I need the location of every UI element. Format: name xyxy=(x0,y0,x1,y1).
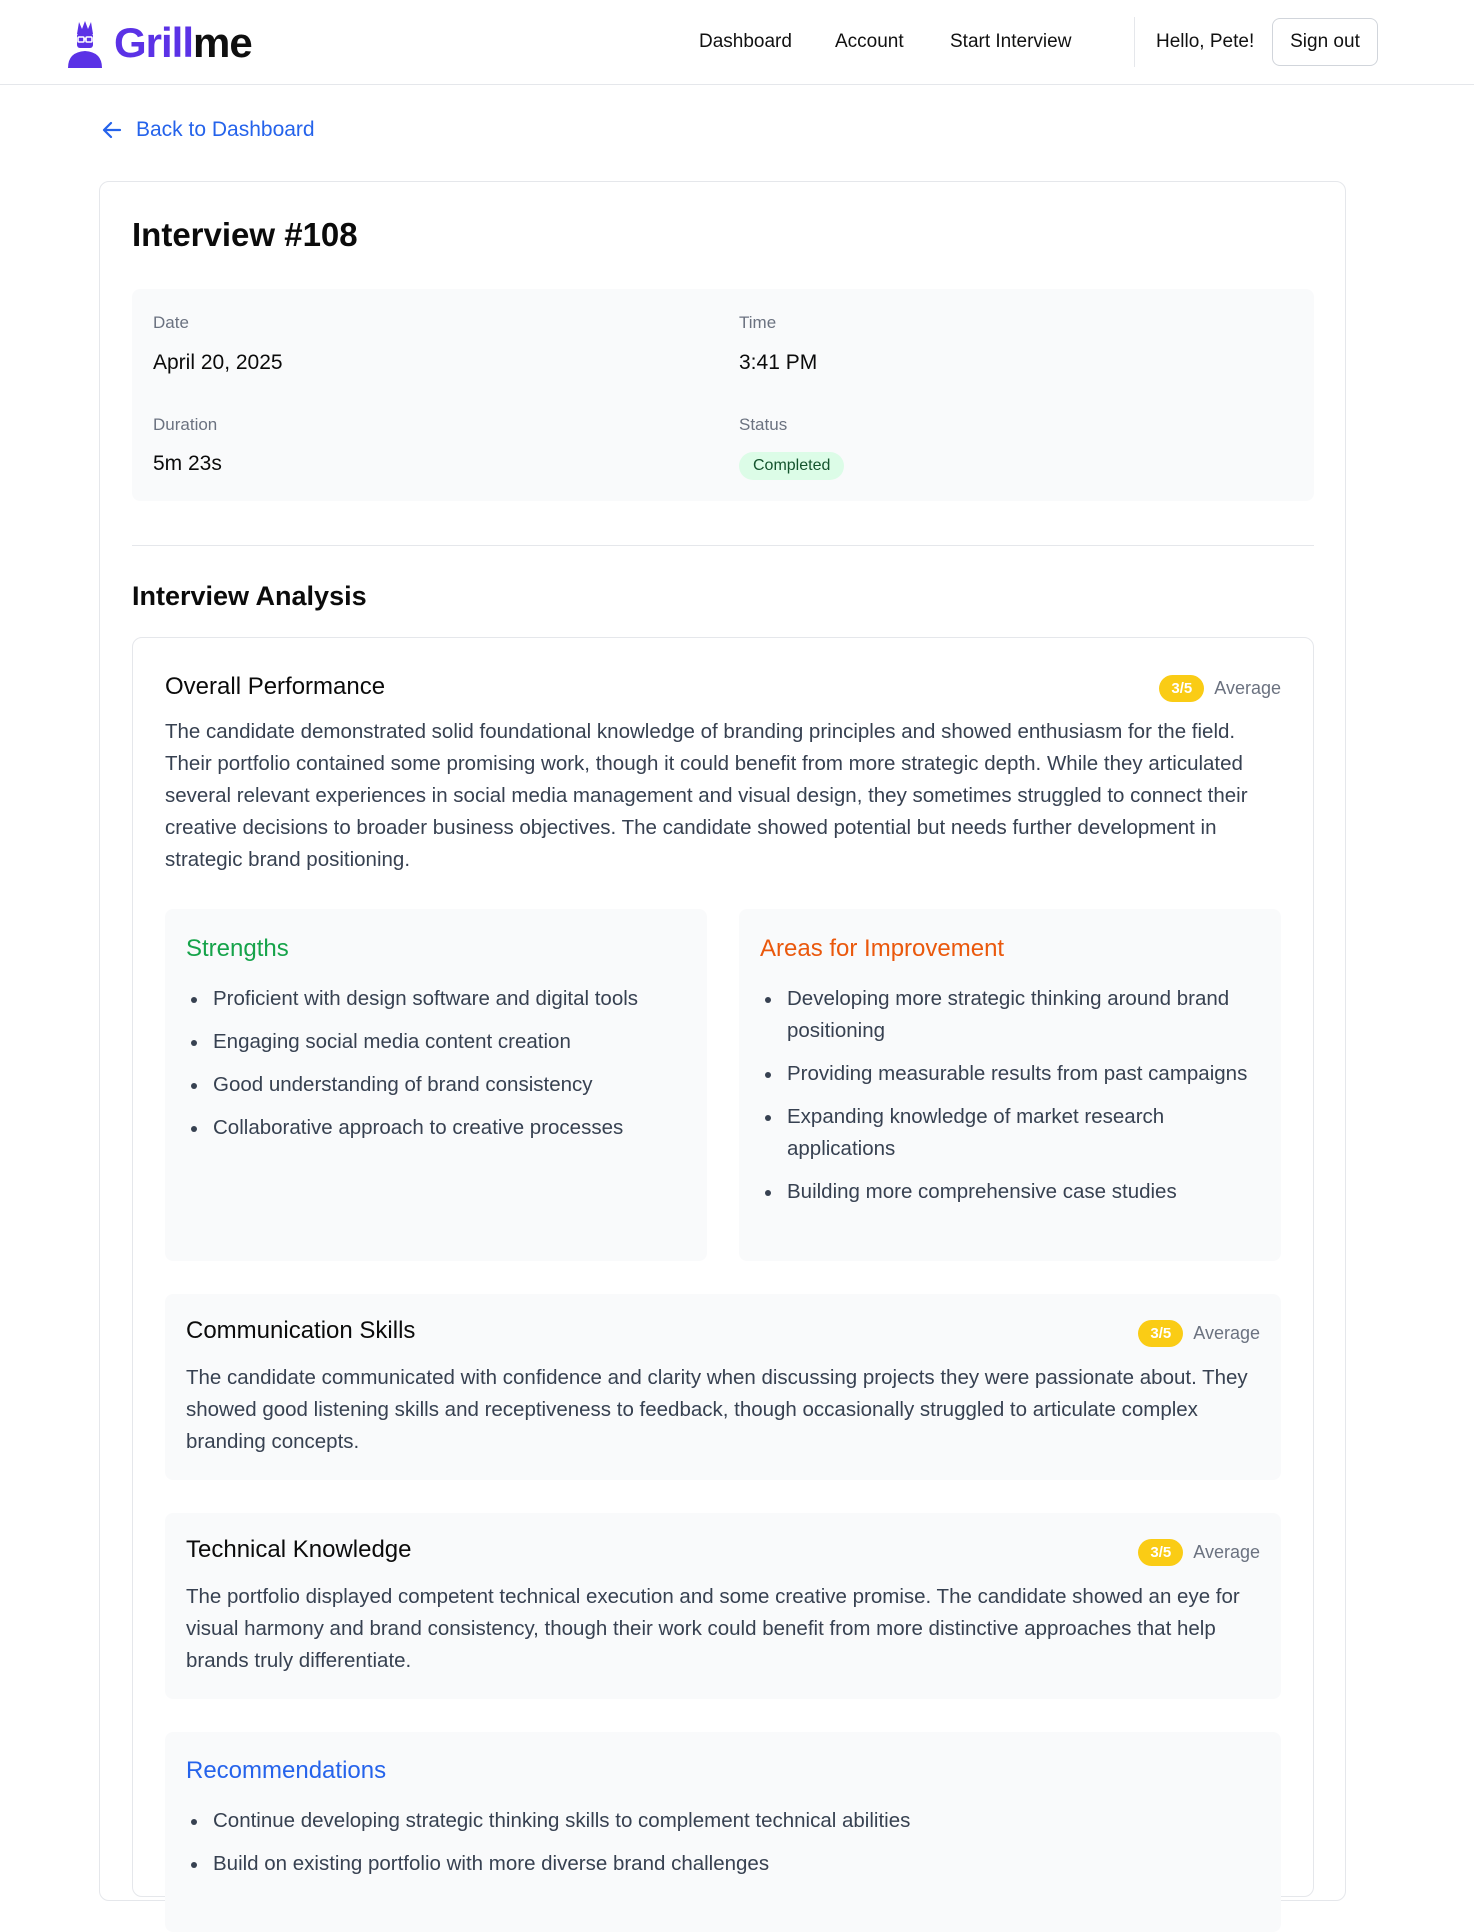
strengths-list xyxy=(186,983,696,1155)
brand-name: Grillme xyxy=(114,19,252,66)
user-greeting: Hello, Pete! xyxy=(1156,31,1255,52)
sign-out-button[interactable]: Sign out xyxy=(1272,18,1378,66)
back-link-label: Back to Dashboard xyxy=(136,118,315,141)
technical-panel xyxy=(165,1513,1281,1699)
grillme-mascot-icon xyxy=(66,18,104,68)
communication-score-pill: 3/5 xyxy=(1138,1320,1183,1347)
technical-score xyxy=(1138,1539,1260,1566)
technical-score-pill: 3/5 xyxy=(1138,1539,1183,1566)
list-item: Proficient with design software and digital tools xyxy=(186,983,696,1015)
overall-score-pill: 3/5 xyxy=(1159,675,1204,702)
technical-title: Technical Knowledge xyxy=(186,1536,412,1563)
duration-label: Duration xyxy=(153,415,218,434)
interview-info-panel xyxy=(132,289,1314,501)
improvement-title: Areas for Improvement xyxy=(760,935,1005,962)
improvement-list xyxy=(760,983,1250,1219)
date-label: Date xyxy=(153,313,189,332)
interview-title: Interview #108 xyxy=(132,216,358,253)
analysis-card xyxy=(132,637,1314,1897)
status-label: Status xyxy=(739,415,788,434)
communication-text: The candidate communicated with confidence and clarity when discussing projects they were passionate about. They showed good listening skills and receptiveness to feedback, though occasionally struggled to articulate complex branding concepts. xyxy=(186,1366,1248,1453)
list-item: Developing more strategic thinking around brand positioning xyxy=(760,983,1250,1047)
communication-score xyxy=(1138,1320,1260,1347)
nav-account-link[interactable]: Account xyxy=(835,31,904,52)
status-badge: Completed xyxy=(739,452,844,480)
list-item: Build on existing portfolio with more diverse brand challenges xyxy=(186,1848,1246,1880)
back-to-dashboard-link[interactable] xyxy=(100,118,315,142)
arrow-left-icon xyxy=(100,118,124,142)
nav-start-interview-link[interactable]: Start Interview xyxy=(950,31,1072,52)
top-navbar xyxy=(0,0,1474,85)
date-value: April 20, 2025 xyxy=(153,351,283,374)
section-divider xyxy=(132,545,1314,546)
improvement-panel xyxy=(739,909,1281,1261)
time-label: Time xyxy=(739,313,777,332)
communication-rating: Average xyxy=(1193,1323,1260,1343)
list-item: Engaging social media content creation xyxy=(186,1026,696,1058)
technical-rating: Average xyxy=(1193,1542,1260,1562)
duration-value: 5m 23s xyxy=(153,452,222,475)
overall-score xyxy=(1159,675,1281,702)
overall-performance-text: The candidate demonstrated solid foundational knowledge of branding principles and showed enthusiasm for the field. Their portfolio contained some promising work, though it could benefit from more strategic depth. While they articulated several relevant experiences in social media management and visual design, they sometimes struggled to connect their creative decisions to broader business objectives. The candidate showed potential but needs further development in strategic brand positioning. xyxy=(165,720,1248,871)
overall-performance-title: Overall Performance xyxy=(165,673,386,700)
communication-title: Communication Skills xyxy=(186,1317,416,1344)
time-value: 3:41 PM xyxy=(739,351,818,374)
communication-panel xyxy=(165,1294,1281,1480)
technical-text: The portfolio displayed competent technical execution and some creative promise. The candidate showed an eye for visual harmony and brand consistency, though their work could benefit from more distinctive approaches that help brands truly differentiate. xyxy=(186,1585,1240,1672)
nav-divider xyxy=(1134,17,1135,67)
brand-logo[interactable] xyxy=(66,18,252,68)
list-item: Continue developing strategic thinking skills to complement technical abilities xyxy=(186,1805,1246,1837)
list-item: Providing measurable results from past campaigns xyxy=(760,1058,1250,1090)
recommendations-panel xyxy=(165,1732,1281,1932)
strengths-title: Strengths xyxy=(186,935,289,962)
recommendations-list xyxy=(186,1805,1246,1891)
analysis-heading: Interview Analysis xyxy=(132,581,367,611)
list-item: Expanding knowledge of market research applications xyxy=(760,1101,1250,1165)
overall-rating: Average xyxy=(1214,678,1281,698)
list-item: Collaborative approach to creative processes xyxy=(186,1112,696,1144)
strengths-panel xyxy=(165,909,707,1261)
recommendations-title: Recommendations xyxy=(186,1757,387,1784)
list-item: Building more comprehensive case studies xyxy=(760,1176,1250,1208)
nav-dashboard-link[interactable]: Dashboard xyxy=(699,31,792,52)
list-item: Good understanding of brand consistency xyxy=(186,1069,696,1101)
